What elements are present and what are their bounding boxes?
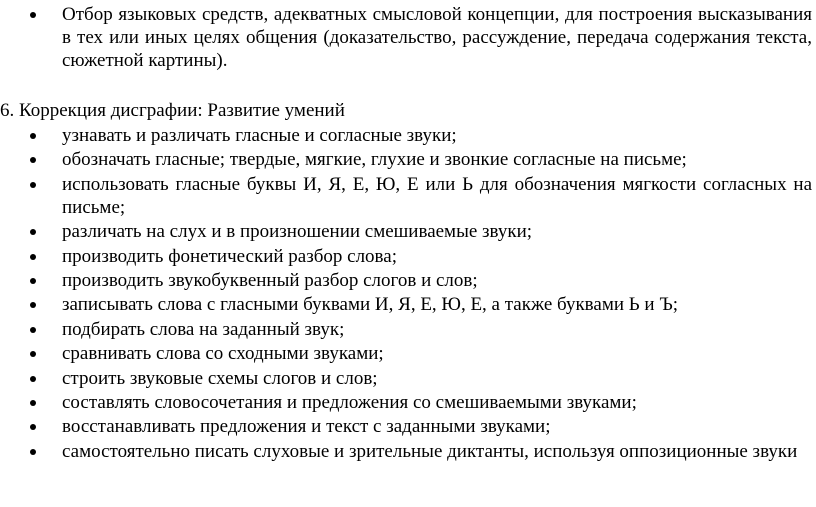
bullet-icon	[30, 157, 36, 163]
list-item	[0, 269, 816, 292]
list-item-text: обозначать гласные; твердые, мягкие, глухие и звонкие согласные на письме;	[62, 149, 687, 171]
list-item	[0, 124, 816, 147]
bullet-icon	[30, 133, 36, 139]
bullet-icon	[30, 327, 36, 333]
list-item	[0, 3, 816, 72]
bullet-icon	[30, 449, 36, 455]
bullet-icon	[30, 351, 36, 357]
list-item	[0, 148, 816, 171]
list-item-text: использовать гласные буквы И, Я, Е, Ю, Е или Ь для обозначения мягкости согласных на письме;	[62, 173, 812, 218]
bullet-icon	[30, 376, 36, 382]
list-item	[0, 342, 816, 365]
bullet-icon	[30, 12, 36, 18]
list-item	[0, 173, 816, 219]
bullet-icon	[30, 424, 36, 430]
list-item	[0, 440, 816, 463]
list-item	[0, 415, 816, 438]
list-item-text: производить фонетический разбор слова;	[62, 245, 397, 267]
list-item-text: самостоятельно писать слуховые и зрительные диктанты, используя оппозиционные звуки	[62, 440, 798, 462]
list-item-text: Отбор языковых средств, адекватных смысловой концепции, для построения высказывания в тех или иных целях общения (доказательство, рассуждение, передача содержания текста, сюжетной картины).	[62, 4, 812, 71]
section-heading: 6. Коррекция дисграфии: Развитие умений	[0, 100, 345, 121]
list-item-text: различать на слух и в произношении смешиваемые звуки;	[62, 221, 533, 243]
list-item	[0, 391, 816, 414]
bullet-icon	[30, 254, 36, 260]
list-item	[0, 220, 816, 243]
list-item	[0, 318, 816, 341]
bullet-icon	[30, 278, 36, 284]
list-item-text: записывать слова с гласными буквами И, Я, Е, Ю, Е, а также буквами Ь и Ъ;	[62, 294, 679, 316]
bullet-icon	[30, 182, 36, 188]
bullet-icon	[30, 302, 36, 308]
list-item-text: производить звукобуквенный разбор слогов и слов;	[62, 269, 478, 291]
list-item-text: строить звуковые схемы слогов и слов;	[62, 367, 378, 389]
list-item-text: узнавать и различать гласные и согласные звуки;	[62, 125, 457, 146]
intro-bullet-list	[0, 3, 816, 72]
list-item	[0, 245, 816, 268]
list-item-text: сравнивать слова со сходными звуками;	[62, 343, 384, 365]
bullet-icon	[30, 229, 36, 235]
list-item	[0, 293, 816, 316]
skills-bullet-list	[0, 124, 816, 464]
list-item-text: подбирать слова на заданный звук;	[62, 318, 345, 340]
list-item	[0, 367, 816, 390]
list-item-text: восстанавливать предложения и текст с заданными звуками;	[62, 416, 551, 438]
bullet-icon	[30, 400, 36, 406]
list-item-text: составлять словосочетания и предложения со смешиваемыми звуками;	[62, 391, 637, 413]
